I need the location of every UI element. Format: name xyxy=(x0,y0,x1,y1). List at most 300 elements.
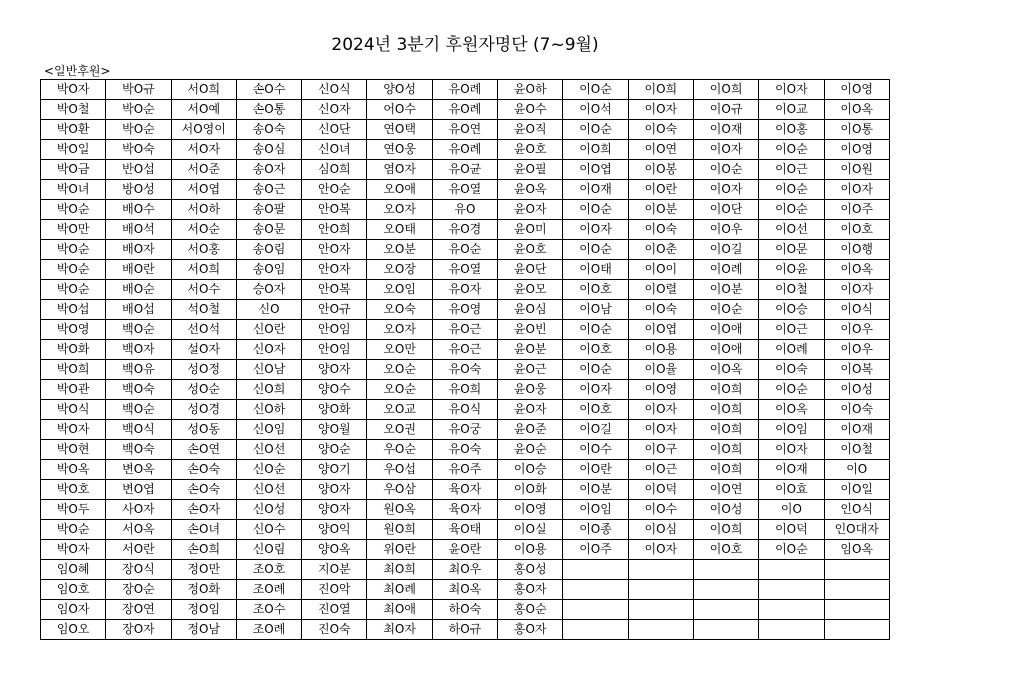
donor-name-cell: 윤O빈 xyxy=(498,320,563,340)
donor-name-cell: 선O석 xyxy=(171,320,236,340)
donor-name-cell: 우O순 xyxy=(367,440,432,460)
donor-name-cell xyxy=(759,600,824,620)
donor-name-cell: 양O익 xyxy=(302,520,367,540)
donor-name-cell xyxy=(693,620,758,640)
donor-name-cell: 안O자 xyxy=(302,260,367,280)
donor-name-cell: 박O옥 xyxy=(41,460,106,480)
donor-name-cell: 신O희 xyxy=(236,380,301,400)
donor-name-cell: 이O석 xyxy=(563,100,628,120)
donor-name-cell: 이O봉 xyxy=(628,160,693,180)
donor-name-cell: 장O연 xyxy=(106,600,171,620)
donor-name-cell xyxy=(693,560,758,580)
donor-name-cell: 박O관 xyxy=(41,380,106,400)
donor-name-cell: 이O성 xyxy=(824,380,889,400)
donor-name-cell xyxy=(759,620,824,640)
donor-name-cell: 안O순 xyxy=(302,180,367,200)
table-row xyxy=(41,420,890,440)
table-row xyxy=(41,260,890,280)
donor-name-cell: 이O재 xyxy=(563,180,628,200)
table-row xyxy=(41,240,890,260)
donor-name-cell: 신O xyxy=(236,300,301,320)
donor-name-cell: 박O현 xyxy=(41,440,106,460)
donor-name-cell: 이O홍 xyxy=(759,120,824,140)
donor-name-cell: 이O순 xyxy=(693,300,758,320)
donor-name-cell: 지O분 xyxy=(302,560,367,580)
donor-name-cell: 유O숙 xyxy=(432,440,497,460)
donor-name-cell: 이O근 xyxy=(759,160,824,180)
donor-name-cell: 신O선 xyxy=(236,480,301,500)
donor-name-cell: 박O순 xyxy=(41,200,106,220)
donor-name-cell: 이O례 xyxy=(759,340,824,360)
donor-name-cell: 오O분 xyxy=(367,240,432,260)
donor-name-cell: 유O경 xyxy=(432,220,497,240)
donor-name-cell: 박O순 xyxy=(41,240,106,260)
donor-name-cell: 박O일 xyxy=(41,140,106,160)
donor-name-cell: 오O순 xyxy=(367,360,432,380)
donor-name-cell: 이O우 xyxy=(824,340,889,360)
donor-name-cell: 이O례 xyxy=(693,260,758,280)
donor-name-cell: 윤O옥 xyxy=(498,180,563,200)
donor-name-cell: 양O자 xyxy=(302,500,367,520)
donor-name-cell: 서O예 xyxy=(171,100,236,120)
donor-name-cell: 박O순 xyxy=(41,520,106,540)
page-title: 2024년 3분기 후원자명단 (7~9월) xyxy=(331,35,599,55)
table-row xyxy=(41,180,890,200)
donor-name-cell: 손O녀 xyxy=(171,520,236,540)
table-row xyxy=(41,100,890,120)
donor-name-cell: 이O희 xyxy=(693,460,758,480)
donor-name-cell: 이O숙 xyxy=(628,220,693,240)
donor-name-cell: 이O순 xyxy=(563,240,628,260)
donor-name-cell: 이O순 xyxy=(563,120,628,140)
donor-name-cell: 박O순 xyxy=(41,280,106,300)
donor-name-cell: 이O윤 xyxy=(759,260,824,280)
donor-name-cell xyxy=(759,560,824,580)
donor-name-cell: 안O규 xyxy=(302,300,367,320)
donor-name-cell: 박O순 xyxy=(41,260,106,280)
donor-name-cell: 최O애 xyxy=(367,600,432,620)
table-row xyxy=(41,340,890,360)
donor-name-cell xyxy=(824,580,889,600)
donor-name-cell: 박O철 xyxy=(41,100,106,120)
donor-name-cell: 이O용 xyxy=(498,540,563,560)
donor-name-cell: 이O애 xyxy=(693,340,758,360)
donor-name-cell: 이O춘 xyxy=(628,240,693,260)
donor-name-cell: 이O희 xyxy=(693,380,758,400)
donor-name-cell: 정O만 xyxy=(171,560,236,580)
donor-name-cell: 이O임 xyxy=(563,500,628,520)
donor-name-cell: 반O섭 xyxy=(106,160,171,180)
donor-name-cell: 이O종 xyxy=(563,520,628,540)
donor-name-cell: 양O기 xyxy=(302,460,367,480)
donor-name-cell: 이O자 xyxy=(824,280,889,300)
donor-name-cell: 양O화 xyxy=(302,400,367,420)
donor-name-cell: 윤O모 xyxy=(498,280,563,300)
donor-name-cell: 원O희 xyxy=(367,520,432,540)
donor-name-cell xyxy=(563,620,628,640)
table-row xyxy=(41,300,890,320)
table-row xyxy=(41,280,890,300)
donor-name-cell: 양O월 xyxy=(302,420,367,440)
donor-name-cell: 오O장 xyxy=(367,260,432,280)
donor-name-cell: 윤O호 xyxy=(498,240,563,260)
donor-name-cell: 이O재 xyxy=(824,420,889,440)
donor-name-cell: 안O복 xyxy=(302,280,367,300)
donor-name-cell: 조O호 xyxy=(236,560,301,580)
donor-name-cell: 이O남 xyxy=(563,300,628,320)
donor-name-cell: 조O례 xyxy=(236,580,301,600)
donor-name-cell: 백O유 xyxy=(106,360,171,380)
donor-name-cell: 박O환 xyxy=(41,120,106,140)
donor-name-cell: 최O례 xyxy=(367,580,432,600)
donor-name-cell: 이O옥 xyxy=(824,100,889,120)
donor-name-cell: 이O일 xyxy=(824,480,889,500)
donor-name-cell: 윤O심 xyxy=(498,300,563,320)
table-row xyxy=(41,620,890,640)
donor-name-cell: 이O우 xyxy=(824,320,889,340)
table-row xyxy=(41,160,890,180)
donor-name-cell: 서O수 xyxy=(171,280,236,300)
donor-name-cell: 박O화 xyxy=(41,340,106,360)
donor-name-cell: 유O주 xyxy=(432,460,497,480)
donor-name-cell: 임O자 xyxy=(41,600,106,620)
donor-name-cell: 성O정 xyxy=(171,360,236,380)
donor-name-cell: 신O수 xyxy=(236,520,301,540)
donor-name-cell: 손O숙 xyxy=(171,460,236,480)
donor-name-cell: 박O만 xyxy=(41,220,106,240)
donor-name-cell: 오O교 xyxy=(367,400,432,420)
donor-name-cell: 임O호 xyxy=(41,580,106,600)
donor-name-cell: 박O호 xyxy=(41,480,106,500)
donor-name-cell: 신O성 xyxy=(236,500,301,520)
donor-name-cell: 이O자 xyxy=(759,80,824,100)
donor-name-cell: 신O하 xyxy=(236,400,301,420)
donor-name-cell: 이O연 xyxy=(628,140,693,160)
donor-name-cell: 장O자 xyxy=(106,620,171,640)
donor-name-cell: 이O분 xyxy=(693,280,758,300)
donor-name-cell: 오O애 xyxy=(367,180,432,200)
donor-name-cell: 윤O근 xyxy=(498,360,563,380)
table-row xyxy=(41,580,890,600)
donor-name-cell: 연O택 xyxy=(367,120,432,140)
donor-name-cell: 육O자 xyxy=(432,500,497,520)
donor-name-cell: 서O란 xyxy=(106,540,171,560)
donor-name-cell: 이O효 xyxy=(759,480,824,500)
donor-name-cell: 서O순 xyxy=(171,220,236,240)
donor-name-cell: 조O수 xyxy=(236,600,301,620)
donor-name-cell: 양O성 xyxy=(367,80,432,100)
donor-name-cell: 윤O미 xyxy=(498,220,563,240)
table-row xyxy=(41,140,890,160)
donor-name-cell: 송O림 xyxy=(236,240,301,260)
donor-name-cell: 안O자 xyxy=(302,240,367,260)
donor-name-cell: 손O수 xyxy=(236,80,301,100)
donor-name-cell: 변O엽 xyxy=(106,480,171,500)
donor-name-cell: 위O란 xyxy=(367,540,432,560)
donor-name-cell: 유O숙 xyxy=(432,360,497,380)
donor-name-cell: 유O열 xyxy=(432,180,497,200)
donor-name-cell: 이O율 xyxy=(628,360,693,380)
table-row xyxy=(41,120,890,140)
donor-name-cell: 홍O자 xyxy=(498,620,563,640)
donor-name-cell: 이O희 xyxy=(693,400,758,420)
donor-name-cell: 박O두 xyxy=(41,500,106,520)
donor-name-cell: 유O열 xyxy=(432,260,497,280)
donor-name-cell: 이O태 xyxy=(563,260,628,280)
donor-name-cell: 유O영 xyxy=(432,300,497,320)
donor-name-cell: 어O수 xyxy=(367,100,432,120)
donor-name-cell xyxy=(563,580,628,600)
donor-name-cell: 이O순 xyxy=(759,180,824,200)
donor-name-cell: 신O남 xyxy=(236,360,301,380)
donor-name-cell: 배O석 xyxy=(106,220,171,240)
donor-name-cell: 석O철 xyxy=(171,300,236,320)
donor-name-cell: 이O승 xyxy=(498,460,563,480)
donor-name-cell: 백O숙 xyxy=(106,440,171,460)
donor-name-cell: 이O분 xyxy=(563,480,628,500)
donor-name-cell: 이O순 xyxy=(759,140,824,160)
table-row xyxy=(41,460,890,480)
donor-name-cell: 박O순 xyxy=(106,120,171,140)
donor-name-cell: 임O오 xyxy=(41,620,106,640)
donor-name-cell: 이O근 xyxy=(759,320,824,340)
donor-name-cell: 이O구 xyxy=(628,440,693,460)
donor-name-cell: 서O희 xyxy=(171,80,236,100)
donor-name-cell: 서O옥 xyxy=(106,520,171,540)
donor-name-cell: 서O홍 xyxy=(171,240,236,260)
table-row xyxy=(41,540,890,560)
donor-name-cell: 손O희 xyxy=(171,540,236,560)
donor-name-cell: 유O례 xyxy=(432,80,497,100)
donor-name-cell: 육O자 xyxy=(432,480,497,500)
donor-name-cell: 배O수 xyxy=(106,200,171,220)
donor-name-cell: 신O임 xyxy=(236,420,301,440)
donor-name-cell: 유O근 xyxy=(432,340,497,360)
donor-name-cell: 이O원 xyxy=(824,160,889,180)
donor-name-cell: 오O권 xyxy=(367,420,432,440)
donor-name-cell: 우O섭 xyxy=(367,460,432,480)
donor-name-cell: 윤O웅 xyxy=(498,380,563,400)
donor-name-cell: 이O길 xyxy=(693,240,758,260)
donor-name-cell: 박O자 xyxy=(41,80,106,100)
donor-name-cell: 성O동 xyxy=(171,420,236,440)
donor-name-cell: 오O태 xyxy=(367,220,432,240)
table-row xyxy=(41,80,890,100)
donor-name-cell: 이O호 xyxy=(563,400,628,420)
donor-name-cell: 사O자 xyxy=(106,500,171,520)
donor-name-cell: 정O화 xyxy=(171,580,236,600)
donor-name-cell: 박O식 xyxy=(41,400,106,420)
donor-name-cell: 이O xyxy=(824,460,889,480)
donor-name-cell: 윤O순 xyxy=(498,440,563,460)
donor-name-cell: 성O경 xyxy=(171,400,236,420)
donor-name-cell: 이O호 xyxy=(693,540,758,560)
donor-name-cell: 이O화 xyxy=(498,480,563,500)
donor-name-cell: 진O열 xyxy=(302,600,367,620)
donor-name-cell: 신O선 xyxy=(236,440,301,460)
donor-name-cell: 우O삼 xyxy=(367,480,432,500)
donor-name-cell: 이O희 xyxy=(563,140,628,160)
donor-name-cell: 윤O자 xyxy=(498,400,563,420)
table-row xyxy=(41,320,890,340)
donor-name-cell: 이O철 xyxy=(759,280,824,300)
donor-name-cell: 이O자 xyxy=(759,440,824,460)
donor-name-cell: 이O영 xyxy=(824,80,889,100)
donor-name-cell: 윤O단 xyxy=(498,260,563,280)
donor-name-cell: 이O복 xyxy=(824,360,889,380)
donor-name-cell: 이O희 xyxy=(693,420,758,440)
donor-name-cell: 육O태 xyxy=(432,520,497,540)
donor-name-cell: 손O연 xyxy=(171,440,236,460)
donor-name-cell: 손O숙 xyxy=(171,480,236,500)
donor-name-cell xyxy=(563,560,628,580)
donor-name-cell: 백O순 xyxy=(106,320,171,340)
donor-name-cell: 이O자 xyxy=(628,420,693,440)
donor-name-cell: 이O순 xyxy=(759,200,824,220)
donor-name-cell: 이O xyxy=(759,500,824,520)
donor-name-cell xyxy=(759,580,824,600)
donor-name-cell xyxy=(693,600,758,620)
donor-name-cell xyxy=(628,560,693,580)
donor-name-cell: 이O렬 xyxy=(628,280,693,300)
donor-name-cell: 윤O란 xyxy=(432,540,497,560)
donor-name-cell: 하O숙 xyxy=(432,600,497,620)
donor-name-cell: 이O희 xyxy=(693,520,758,540)
donor-name-cell xyxy=(563,600,628,620)
donor-name-cell: 양O수 xyxy=(302,380,367,400)
donor-name-cell: 염O자 xyxy=(367,160,432,180)
donor-name-cell: 신O자 xyxy=(236,340,301,360)
donor-name-cell: 오O자 xyxy=(367,200,432,220)
donor-name-cell: 이O자 xyxy=(693,180,758,200)
donor-name-cell: 오O만 xyxy=(367,340,432,360)
donor-name-cell: 윤O하 xyxy=(498,80,563,100)
donor-name-cell: 이O우 xyxy=(693,220,758,240)
donor-name-cell xyxy=(824,560,889,580)
donor-name-cell: 이O행 xyxy=(824,240,889,260)
section-label: <일반후원> xyxy=(44,64,111,78)
table-row xyxy=(41,220,890,240)
donor-name-cell: 이O순 xyxy=(563,80,628,100)
donor-name-cell: 유O연 xyxy=(432,120,497,140)
donor-name-cell: 신O란 xyxy=(236,320,301,340)
donor-name-cell: 이O영 xyxy=(628,380,693,400)
donor-name-cell: 인O대자 xyxy=(824,520,889,540)
donor-name-cell: 박O녀 xyxy=(41,180,106,200)
donor-name-cell: 이O승 xyxy=(759,300,824,320)
donor-name-cell: 신O순 xyxy=(236,460,301,480)
donor-name-cell: 이O덕 xyxy=(628,480,693,500)
donor-name-cell: 유O례 xyxy=(432,100,497,120)
donor-name-cell: 백O식 xyxy=(106,420,171,440)
donor-name-cell: 서O준 xyxy=(171,160,236,180)
donor-name-cell: 백O숙 xyxy=(106,380,171,400)
donor-name-cell: 이O옥 xyxy=(759,400,824,420)
donor-name-cell xyxy=(824,620,889,640)
donor-name-cell: 이O옥 xyxy=(693,360,758,380)
donor-name-cell: 이O선 xyxy=(759,220,824,240)
donor-name-cell: 이O단 xyxy=(693,200,758,220)
donor-name-cell: 이O숙 xyxy=(628,300,693,320)
donor-name-cell: 오O숙 xyxy=(367,300,432,320)
donor-name-cell: 홍O자 xyxy=(498,580,563,600)
donor-name-cell: 이O순 xyxy=(563,200,628,220)
donor-name-cell: 이O영 xyxy=(824,140,889,160)
donor-name-cell: 박O숙 xyxy=(106,140,171,160)
donor-name-cell: 이O규 xyxy=(693,100,758,120)
table-row xyxy=(41,520,890,540)
donor-name-cell: 유O순 xyxy=(432,240,497,260)
donor-name-cell xyxy=(693,580,758,600)
donor-name-cell: 이O임 xyxy=(759,420,824,440)
donor-name-cell: 송O문 xyxy=(236,220,301,240)
donor-name-cell: 이O용 xyxy=(628,340,693,360)
donor-name-cell: 이O자 xyxy=(824,180,889,200)
donor-name-cell: 신O식 xyxy=(302,80,367,100)
donor-name-cell: 진O숙 xyxy=(302,620,367,640)
donor-name-cell: 이O희 xyxy=(628,80,693,100)
donor-name-cell: 성O순 xyxy=(171,380,236,400)
donor-name-cell: 양O자 xyxy=(302,480,367,500)
donor-name-cell xyxy=(824,600,889,620)
donor-name-cell: 최O자 xyxy=(367,620,432,640)
donor-name-cell: 윤O수 xyxy=(498,100,563,120)
donor-name-cell: 손O자 xyxy=(171,500,236,520)
table-row xyxy=(41,360,890,380)
donor-name-cell: 서O영이 xyxy=(171,120,236,140)
donor-name-cell: 이O숙 xyxy=(628,120,693,140)
donor-name-cell: 이O순 xyxy=(759,540,824,560)
donor-name-cell: 정O남 xyxy=(171,620,236,640)
donor-name-cell: 방O성 xyxy=(106,180,171,200)
donor-name-cell: 조O례 xyxy=(236,620,301,640)
donor-name-cell: 신O단 xyxy=(302,120,367,140)
donor-name-cell: 이O이 xyxy=(628,260,693,280)
donor-name-cell: 서O희 xyxy=(171,260,236,280)
donor-name-cell: 박O희 xyxy=(41,360,106,380)
donor-name-cell: 배O순 xyxy=(106,280,171,300)
donor-name-cell xyxy=(628,620,693,640)
donor-name-cell: 윤O직 xyxy=(498,120,563,140)
donor-name-cell: 유O례 xyxy=(432,140,497,160)
donor-name-cell: 신O녀 xyxy=(302,140,367,160)
donor-name-cell: 오O임 xyxy=(367,280,432,300)
donor-name-cell: 박O규 xyxy=(106,80,171,100)
donor-name-cell: 진O악 xyxy=(302,580,367,600)
donor-name-cell: 유O근 xyxy=(432,320,497,340)
donor-name-cell: 이O자 xyxy=(563,220,628,240)
donor-name-cell: 이O엽 xyxy=(628,320,693,340)
table-row xyxy=(41,560,890,580)
donor-name-cell: 임O혜 xyxy=(41,560,106,580)
donor-name-cell: 홍O성 xyxy=(498,560,563,580)
donor-name-cell: 이O자 xyxy=(628,400,693,420)
donor-name-cell: 승O자 xyxy=(236,280,301,300)
donor-name-cell: 인O식 xyxy=(824,500,889,520)
donor-name-cell: 이O덕 xyxy=(759,520,824,540)
donor-name-cell: 송O자 xyxy=(236,160,301,180)
donor-name-cell: 이O철 xyxy=(824,440,889,460)
donor-name-cell: 유O식 xyxy=(432,400,497,420)
donor-name-cell: 안O희 xyxy=(302,220,367,240)
donor-name-cell: 양O순 xyxy=(302,440,367,460)
donor-name-cell: 이O호 xyxy=(563,280,628,300)
donor-name-cell: 이O주 xyxy=(824,200,889,220)
donor-name-cell: 이O재 xyxy=(693,120,758,140)
donor-name-cell: 송O숙 xyxy=(236,120,301,140)
donor-name-cell: 이O옥 xyxy=(824,260,889,280)
donor-name-cell: 오O순 xyxy=(367,380,432,400)
